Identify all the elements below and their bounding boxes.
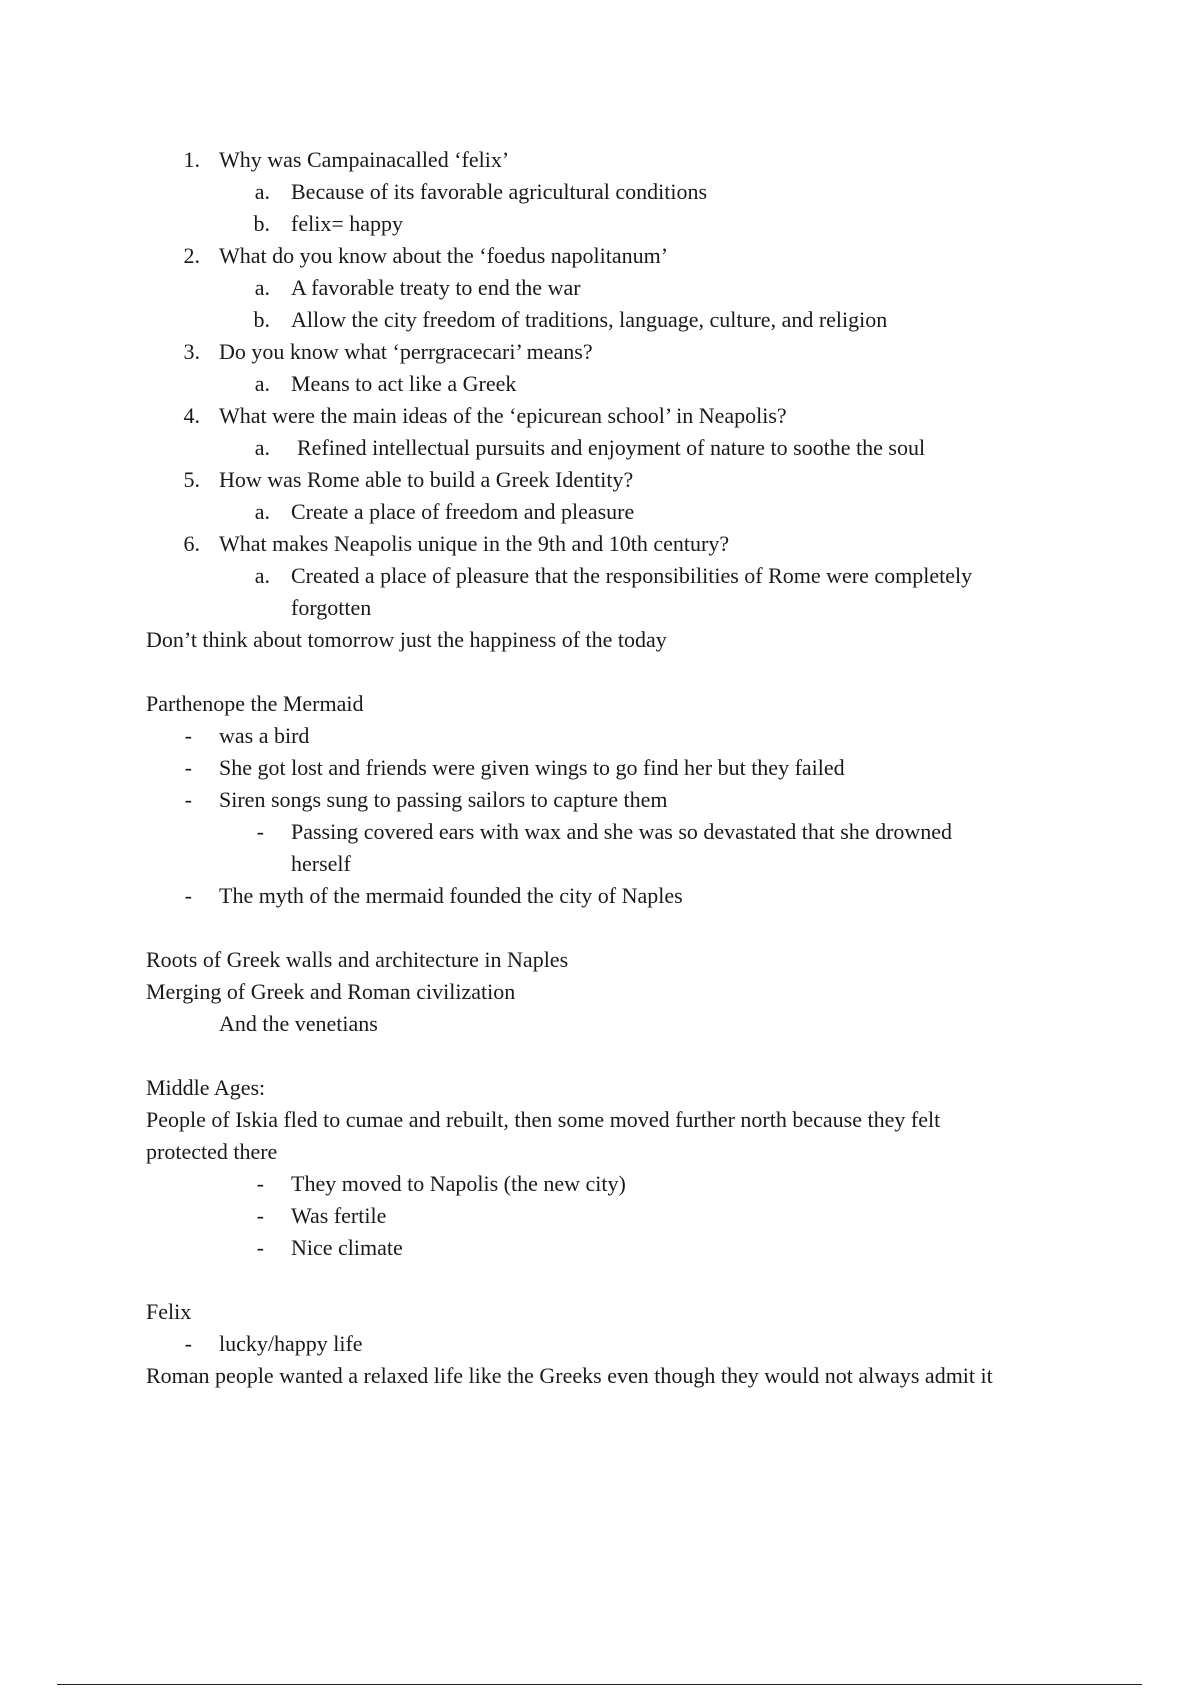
felix-heading: Felix bbox=[146, 1299, 192, 1324]
question-text: How was Rome able to build a Greek Identity? bbox=[219, 467, 634, 492]
question-number: 4. bbox=[183, 403, 200, 428]
answer-letter: a. bbox=[254, 275, 270, 300]
question-number: 1. bbox=[183, 147, 200, 172]
answer-text: Allow the city freedom of traditions, language, culture, and religion bbox=[291, 307, 888, 332]
bullet-text: Nice climate bbox=[291, 1235, 403, 1260]
bullet-text: lucky/happy life bbox=[219, 1331, 363, 1356]
bullet-text: The myth of the mermaid founded the city of Naples bbox=[219, 883, 683, 908]
roots-line-1: Roots of Greek walls and architecture in Naples bbox=[146, 947, 569, 972]
felix-closing: Roman people wanted a relaxed life like the Greeks even though they would not always admit it bbox=[146, 1363, 993, 1388]
question-number: 6. bbox=[183, 531, 200, 556]
answer-text: Means to act like a Greek bbox=[291, 371, 517, 396]
dash-bullet: - bbox=[256, 1235, 264, 1260]
dash-bullet: - bbox=[184, 1331, 192, 1356]
bullet-text: Was fertile bbox=[291, 1203, 387, 1228]
answer-text: Refined intellectual pursuits and enjoyment of nature to soothe the soul bbox=[297, 435, 926, 460]
middle-ages-paragraph-1: People of Iskia fled to cumae and rebuilt, then some moved further north because they felt bbox=[146, 1107, 941, 1132]
bottom-divider bbox=[57, 1684, 1142, 1685]
answer-letter: a. bbox=[254, 435, 270, 460]
question-number: 5. bbox=[183, 467, 200, 492]
answer-letter: a. bbox=[254, 371, 270, 396]
dash-bullet: - bbox=[184, 787, 192, 812]
question-text: Do you know what ‘perrgracecari’ means? bbox=[219, 339, 593, 364]
answer-text: A favorable treaty to end the war bbox=[291, 275, 581, 300]
question-number: 3. bbox=[183, 339, 200, 364]
bullet-text: She got lost and friends were given wings to go find her but they failed bbox=[219, 755, 845, 780]
roots-line-3: And the venetians bbox=[219, 1011, 378, 1036]
answer-letter: a. bbox=[254, 563, 270, 588]
answer-text: Create a place of freedom and pleasure bbox=[291, 499, 635, 524]
parthenope-heading: Parthenope the Mermaid bbox=[146, 691, 364, 716]
answer-letter: a. bbox=[254, 499, 270, 524]
answer-letter: b. bbox=[253, 307, 270, 332]
answer-text: forgotten bbox=[291, 595, 372, 620]
dash-bullet: - bbox=[184, 723, 192, 748]
question-text: What makes Neapolis unique in the 9th and 10th century? bbox=[219, 531, 730, 556]
dash-bullet: - bbox=[184, 883, 192, 908]
answer-text: Created a place of pleasure that the responsibilities of Rome were completely bbox=[291, 563, 973, 588]
bullet-text: was a bird bbox=[219, 723, 310, 748]
bullet-text: Passing covered ears with wax and she was so devastated that she drowned bbox=[291, 819, 953, 844]
answer-letter: a. bbox=[254, 179, 270, 204]
middle-ages-heading: Middle Ages: bbox=[146, 1075, 266, 1100]
roots-line-2: Merging of Greek and Roman civilization bbox=[146, 979, 516, 1004]
dash-bullet: - bbox=[256, 1171, 264, 1196]
bullet-text: herself bbox=[291, 851, 351, 876]
bullet-text: They moved to Napolis (the new city) bbox=[291, 1171, 626, 1196]
question-number: 2. bbox=[183, 243, 200, 268]
question-text: Why was Campainacalled ‘felix’ bbox=[219, 147, 510, 172]
question-text: What were the main ideas of the ‘epicurean school’ in Neapolis? bbox=[219, 403, 787, 428]
bullet-text: Siren songs sung to passing sailors to capture them bbox=[219, 787, 668, 812]
answer-text: Because of its favorable agricultural conditions bbox=[291, 179, 708, 204]
dash-bullet: - bbox=[256, 819, 264, 844]
answer-letter: b. bbox=[253, 211, 270, 236]
question-text: What do you know about the ‘foedus napolitanum’ bbox=[219, 243, 669, 268]
middle-ages-paragraph-2: protected there bbox=[146, 1139, 278, 1164]
dash-bullet: - bbox=[256, 1203, 264, 1228]
dash-bullet: - bbox=[184, 755, 192, 780]
motto-line: Don’t think about tomorrow just the happiness of the today bbox=[146, 627, 667, 652]
answer-text: felix= happy bbox=[291, 211, 403, 236]
